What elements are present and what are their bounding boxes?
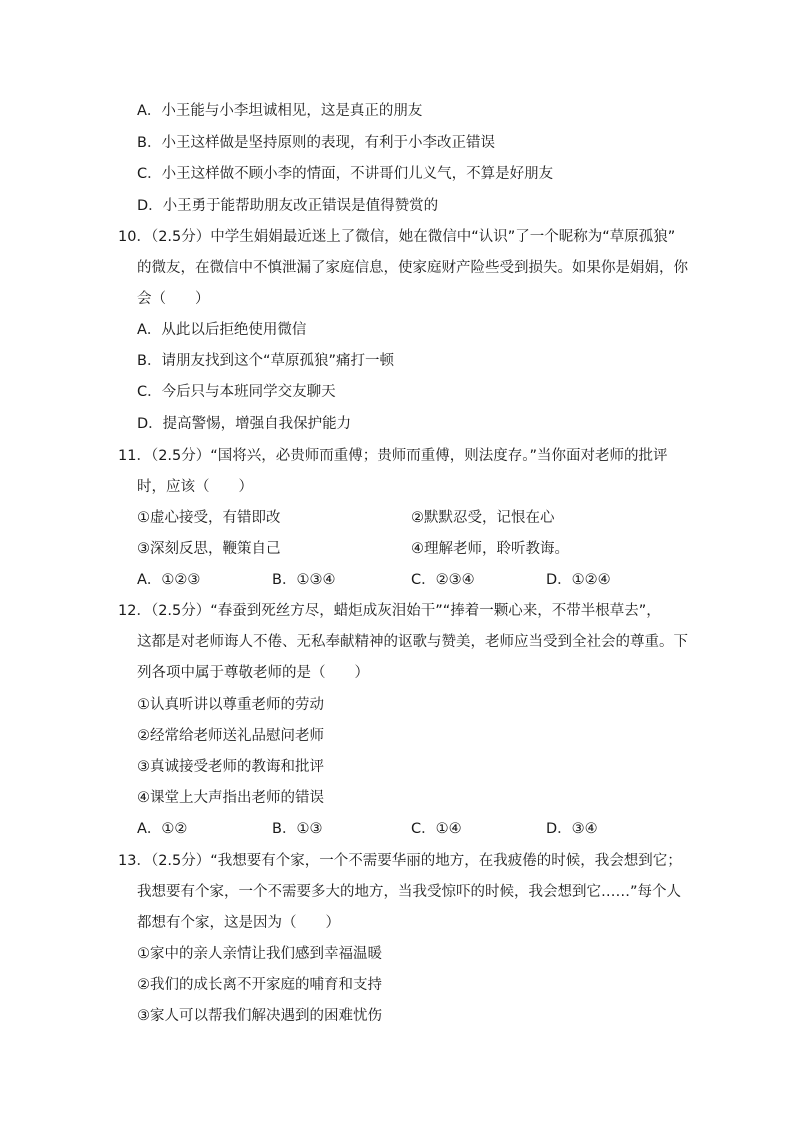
q13-item-1: ①家中的亲人亲情让我们感到幸福温暖 <box>137 946 382 962</box>
q11-stem-line-1: 11．（2.5分）“国将兴，必贵师而重傅；贵师而重傅，则法度存。”当你面对老师的批评 <box>118 448 668 464</box>
q12-option-b: B．①③ <box>272 821 323 837</box>
q9-option-d: D．小王勇于能帮助朋友改正错误是值得赞赏的 <box>137 198 439 214</box>
q12-item-1: ①认真听讲以尊重老师的劳动 <box>137 697 324 713</box>
q11-item-2: ②默默忍受，记恨在心 <box>411 510 555 526</box>
q13-stem-line-3: 都想有个家，这是因为（ ） <box>137 915 340 931</box>
q12-stem-line-1: 12．（2.5分）“春蚕到死丝方尽，蜡炬成灰泪始干”“捧着一颗心来，不带半根草去”， <box>118 603 661 619</box>
q11-item-4: ④理解老师，聆听教诲。 <box>411 541 569 557</box>
q10-option-b: B．请朋友找到这个“草原孤狼”痛打一顿 <box>137 353 394 369</box>
q13-item-2: ②我们的成长离不开家庭的哺育和支持 <box>137 977 382 993</box>
q11-option-b: B．①③④ <box>272 572 336 588</box>
q10-option-c: C．今后只与本班同学交友聊天 <box>137 384 336 400</box>
q12-stem-line-3: 列各项中属于尊敬老师的是（ ） <box>137 665 369 681</box>
q10-option-a: A．从此以后拒绝使用微信 <box>137 322 307 338</box>
q9-option-b: B．小王这样做是坚持原则的表现，有利于小李改正错误 <box>137 135 495 151</box>
q12-option-d: D．③④ <box>546 821 598 837</box>
q13-item-3: ③家人可以帮我们解决遇到的困难忧伤 <box>137 1008 382 1024</box>
q11-option-c: C．②③④ <box>411 572 475 588</box>
q12-item-2: ②经常给老师送礼品慰问老师 <box>137 728 324 744</box>
q12-option-a: A．①② <box>137 821 188 837</box>
q11-option-d: D．①②④ <box>546 572 611 588</box>
q10-stem-line-1: 10．（2.5分）中学生娟娟最近迷上了微信，她在微信中“认识”了一个昵称为“草原孤狼” <box>118 229 676 245</box>
q11-stem-line-2: 时，应该（ ） <box>137 479 253 495</box>
q10-option-d: D．提高警惕，增强自我保护能力 <box>137 416 352 432</box>
q12-option-c: C．①④ <box>411 821 462 837</box>
q13-stem-line-1: 13．（2.5分）“我想要有个家，一个不需要华丽的地方，在我疲倦的时候，我会想到它； <box>118 853 682 869</box>
q12-item-4: ④课堂上大声指出老师的错误 <box>137 790 324 806</box>
q11-option-a: A．①②③ <box>137 572 201 588</box>
q12-stem-line-2: 这都是对老师诲人不倦、无私奉献精神的讴歌与赞美，老师应当受到全社会的尊重。下 <box>137 634 688 650</box>
q11-item-3: ③深刻反思，鞭策自己 <box>137 541 281 557</box>
q9-option-c: C．小王这样做不顾小李的情面，不讲哥们儿义气，不算是好朋友 <box>137 166 554 182</box>
q13-stem-line-2: 我想要有个家，一个不需要多大的地方，当我受惊吓的时候，我会想到它……”每个人 <box>137 884 682 900</box>
q10-stem-line-3: 会（ ） <box>137 291 210 307</box>
q11-item-1: ①虚心接受，有错即改 <box>137 510 281 526</box>
q12-item-3: ③真诚接受老师的教诲和批评 <box>137 759 324 775</box>
q10-stem-line-2: 的微友，在微信中不慎泄漏了家庭信息，使家庭财产险些受到损失。如果你是娟娟，你 <box>137 260 688 276</box>
q9-option-a: A．小王能与小李坦诚相见，这是真正的朋友 <box>137 103 423 119</box>
